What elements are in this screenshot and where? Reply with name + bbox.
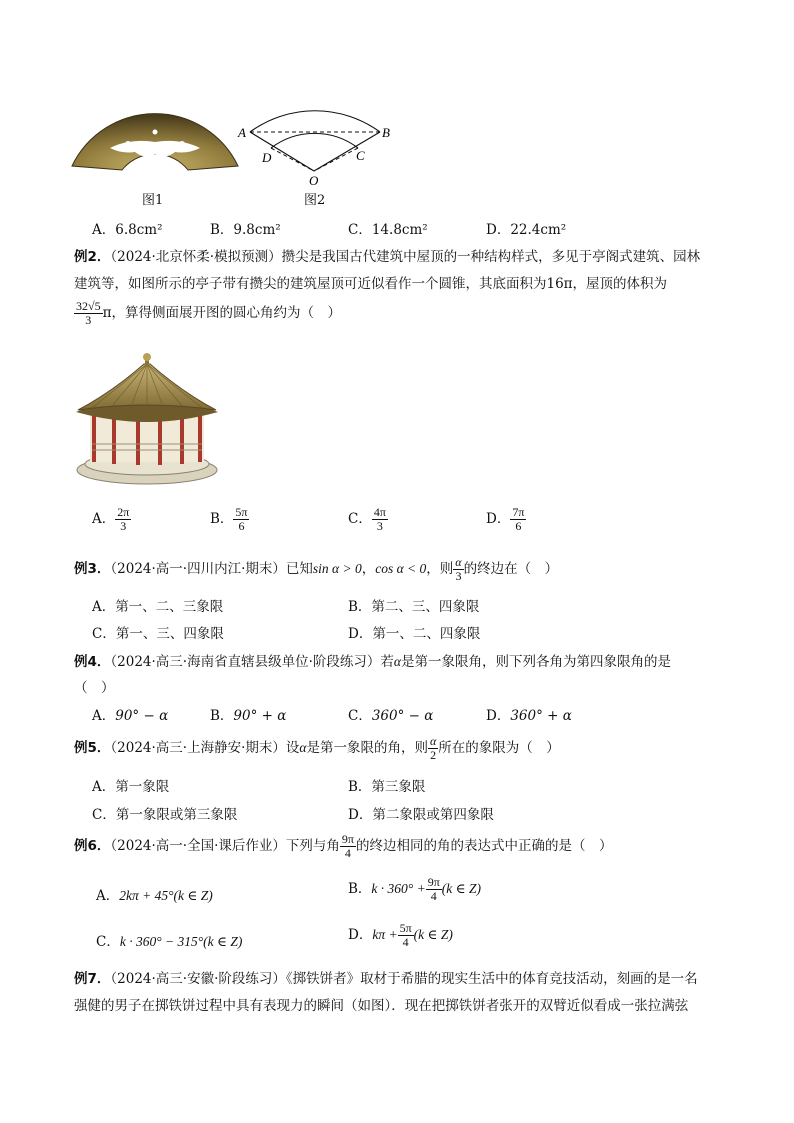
point-o-label: O: [309, 173, 319, 188]
point-d-label: D: [262, 150, 272, 165]
q5-stem: 例5．（2024·高三·上海静安·期末）设α是第一象限的角，则 $\frac{\alpha}{2}$ 所在的象限为（ ）: [74, 734, 560, 763]
q2-label: 例2．: [74, 249, 111, 265]
q7-source: （2024·高三·安徽·阶段练习）: [110, 971, 286, 987]
q6-option-c[interactable]: C．k · 360° − 315°(k ∈ Z): [96, 934, 243, 950]
q3-option-a[interactable]: A．第一、二、三象限: [92, 599, 224, 615]
q3-stem: 例3．（2024·高一·四川内江·期末）已知sin α > 0，cos α < 0，则 $\frac{\alpha}{3}$ 的终边在（ ）: [74, 555, 559, 584]
point-a-label: A: [238, 125, 246, 140]
q2-source: （2024·北京怀柔·模拟预测）: [110, 249, 282, 265]
q5-option-a[interactable]: A．第一象限: [92, 779, 170, 795]
q2-option-d[interactable]: D． $\frac{7\pi}{6}$: [486, 505, 525, 534]
q2-line2: 建筑等，如图所示的亭子带有攒尖的建筑屋顶可近似看作一个圆锥，其底面积为16π，屋顶的体积为: [74, 276, 668, 292]
q3-source: （2024·高一·四川内江·期末）: [110, 561, 286, 578]
q6-source: （2024·高一·全国·课后作业）: [110, 838, 286, 855]
q4-option-b[interactable]: B．90° + α: [210, 708, 287, 724]
q1-option-c[interactable]: C．14.8cm²: [348, 222, 428, 238]
figure2-caption: 图2: [304, 193, 326, 208]
sector-diagram: [230, 92, 400, 192]
pavilion-image: [72, 352, 222, 492]
q6-option-b[interactable]: B．k · 360° + $\frac{9\pi}{4}$ (k ∈ Z): [348, 875, 481, 904]
q4-paren: （ ）: [74, 680, 115, 696]
q4-option-d[interactable]: D．360° + α: [486, 708, 572, 724]
q1-option-b[interactable]: B．9.8cm²: [210, 222, 281, 238]
q5-option-b[interactable]: B．第三象限: [348, 779, 426, 795]
q5-option-d[interactable]: D．第二象限或第四象限: [348, 807, 494, 823]
figure1-caption: 图1: [142, 193, 164, 208]
q7-label: 例7．: [74, 971, 111, 987]
fan-artifact-image: [70, 108, 240, 188]
q3-option-c[interactable]: C．第一、三、四象限: [92, 626, 224, 642]
q2-volume-fraction: $\frac{32√5}{3}$: [76, 299, 101, 328]
q4-source: （2024·高三·海南省直辖县级单位·阶段练习）: [110, 654, 381, 670]
q3-option-b[interactable]: B．第二、三、四象限: [348, 599, 480, 615]
q5-source: （2024·高三·上海静安·期末）: [110, 740, 286, 757]
q5-label: 例5．: [74, 740, 111, 757]
q4-option-c[interactable]: C．360° − α: [348, 708, 434, 724]
q2-option-b[interactable]: B． $\frac{5\pi}{6}$: [210, 505, 248, 534]
q6-label: 例6．: [74, 838, 111, 855]
q2-line1: 例2．（2024·北京怀柔·模拟预测）攒尖是我国古代建筑中屋顶的一种结构样式，多见于亭阁式建筑、园林: [74, 249, 701, 265]
q7-line1: 例7．（2024·高三·安徽·阶段练习）《掷铁饼者》取材于希腊的现实生活中的体育竞技活动，刻画的是一名: [74, 971, 698, 987]
point-b-label: B: [382, 125, 390, 140]
q3-option-d[interactable]: D．第一、二、四象限: [348, 626, 481, 642]
q5-option-c[interactable]: C．第一象限或第三象限: [92, 807, 238, 823]
q2-line3: $\frac{32√5}{3}$ π，算得侧面展开图的圆心角约为（ ）: [76, 299, 341, 328]
q1-option-d[interactable]: D．22.4cm²: [486, 222, 567, 238]
q3-label: 例3．: [74, 561, 111, 578]
q4-label: 例4．: [74, 654, 111, 670]
q4-option-a[interactable]: A．90° − α: [92, 708, 169, 724]
q7-line2: 强健的男子在掷铁饼过程中具有表现力的瞬间（如图）．现在把掷铁饼者张开的双臂近似看成一张拉满弦: [74, 998, 689, 1014]
point-c-label: C: [356, 148, 365, 163]
q4-stem: 例4．（2024·高三·海南省直辖县级单位·阶段练习）若α是第一象限角，则下列各角为第四象限角的是: [74, 654, 671, 670]
q6-stem: 例6．（2024·高一·全国·课后作业）下列与角 $\frac{9\pi}{4}$ 的终边相同的角的表达式中正确的是（ ）: [74, 832, 613, 861]
q2-option-c[interactable]: C． $\frac{4\pi}{3}$: [348, 505, 386, 534]
q2-option-a[interactable]: A． $\frac{2\pi}{3}$: [92, 505, 130, 534]
q6-option-d[interactable]: D．kπ + $\frac{5\pi}{4}$ (k ∈ Z): [348, 921, 453, 950]
q1-option-a[interactable]: A．6.8cm²: [92, 222, 163, 238]
q6-option-a[interactable]: A．2kπ + 45°(k ∈ Z): [96, 888, 213, 904]
